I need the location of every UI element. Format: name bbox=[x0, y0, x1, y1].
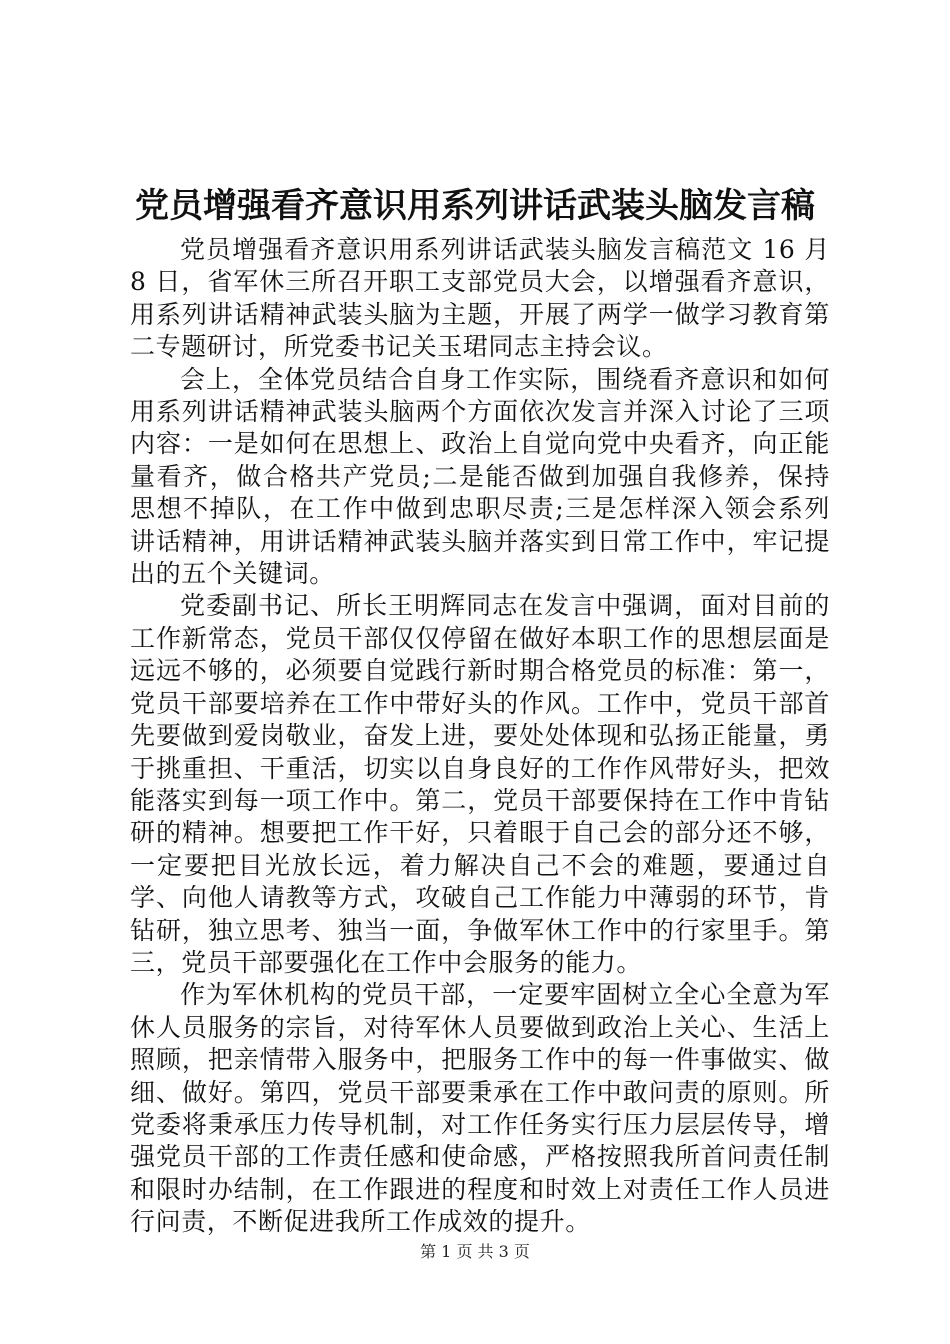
paragraph-2: 会上，全体党员结合自身工作实际，围绕看齐意识和如何用系列讲话精神武装头脑两个方面依次发言并深入讨论了三项内容：一是如何在思想上、政治上自觉向党中央看齐，向正能量看齐，做合格共产党员;二是能否做到加强自我修养，保持思想不掉队，在工作中做到忠职尽责;三是怎样深入领会系列讲话精神，用讲话精神武装头脑并落实到日常工作中，牢记提出的五个关键词。 bbox=[130, 364, 830, 589]
document-title: 党员增强看齐意识用系列讲话武装头脑发言稿 bbox=[135, 186, 815, 226]
document-body bbox=[130, 234, 830, 1239]
paragraph-3: 党委副书记、所长王明辉同志在发言中强调，面对目前的工作新常态，党员干部仅仅停留在做好本职工作的思想层面是远远不够的，必须要自觉践行新时期合格党员的标准：第一，党员干部要培养在工作中带好头的作风。工作中，党员干部首先要做到爱岗敬业，奋发上进，要处处体现和弘扬正能量，勇于挑重担、干重活，切实以自身良好的工作作风带好头，把效能落实到每一项工作中。第二，党员干部要保持在工作中肯钻研的精神。想要把工作干好，只着眼于自己会的部分还不够，一定要把目光放长远，着力解决自己不会的难题，要通过自学、向他人请教等方式，攻破自己工作能力中薄弱的环节，肯钻研，独立思考、独当一面，争做军休工作中的行家里手。第三，党员干部要强化在工作中会服务的能力。 bbox=[130, 591, 830, 977]
paragraph-4: 作为军休机构的党员干部，一定要牢固树立全心全意为军休人员服务的宗旨，对待军休人员要做到政治上关心、生活上照顾，把亲情带入服务中，把服务工作中的每一件事做实、做细、做好。第四，党员干部要秉承在工作中敢问责的原则。所党委将秉承压力传导机制，对工作任务实行压力层层传导，增强党员干部的工作责任感和使命感，严格按照我所首问责任制和限时办结制，在工作跟进的程度和时效上对责任工作人员进行问责，不断促进我所工作成效的提升。 bbox=[130, 980, 830, 1237]
page-number-footer: 第 1 页 共 3 页 bbox=[420, 1242, 530, 1261]
paragraph-1: 党员增强看齐意识用系列讲话武装头脑发言稿范文 16 月 8 日，省军休三所召开职工支部党员大会，以增强看齐意识，用系列讲话精神武装头脑为主题，开展了两学一做学习教育第二专题研讨，所党委书记关玉珺同志主持会议。 bbox=[130, 235, 830, 362]
